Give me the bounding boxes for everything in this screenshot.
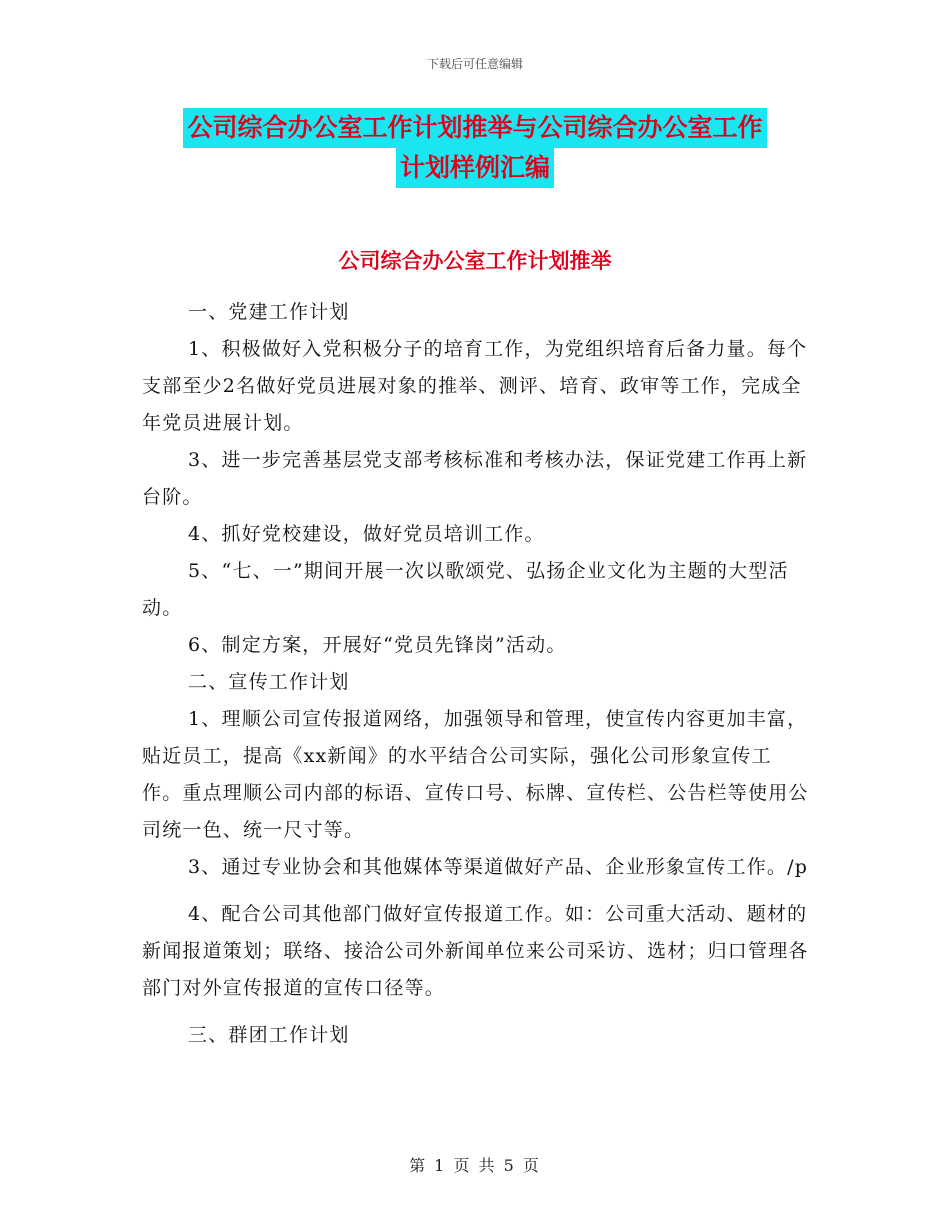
paragraph-publicity-item-1: 1、理顺公司宣传报道网络，加强领导和管理，使宣传内容更加丰富，贴近员工，提高《xx新闻》的水平结合公司实际，强化公司形象宣传工作。重点理顺公司内部的标语、宣传口号、标牌、宣传栏、公告栏等使用公司统一色、统一尺寸等。 [142,708,809,841]
paragraph-group-heading: 三、群团工作计划 [188,1024,350,1046]
header-note: 下载后可任意编辑 [426,57,523,71]
document-body [142,294,810,1054]
paragraph-publicity-item-3: 3、通过专业协会和其他媒体等渠道做好产品、企业形象宣传工作。/p [188,856,809,878]
title-line-2: 计划样例汇编 [396,148,554,188]
paragraph-party-item-5: 5、“七、一”期间开展一次以歌颂党、弘扬企业文化为主题的大型活动。 [142,560,789,619]
paragraph-party-item-3: 3、进一步完善基层党支部考核标准和考核办法，保证党建工作再上新台阶。 [142,449,808,508]
section-title: 公司综合办公室工作计划推举 [338,249,612,273]
page-indicator: 第 1 页 共 5 页 [409,1156,541,1175]
title-line-1: 公司综合办公室工作计划推举与公司综合办公室工作 [183,108,766,148]
paragraph-publicity-item-4: 4、配合公司其他部门做好宣传报道工作。如：公司重大活动、题材的新闻报道策划；联络、接洽公司外新闻单位来公司采访、选材；归口管理各部门对外宣传报道的宣传口径等。 [142,903,809,999]
paragraph-party-heading: 一、党建工作计划 [188,301,350,323]
document-title [140,108,810,188]
paragraph-party-item-6: 6、制定方案，开展好“党员先锋岗”活动。 [188,634,567,656]
paragraph-party-item-4: 4、抓好党校建设，做好党员培训工作。 [188,523,545,545]
paragraph-party-item-1: 1、积极做好入党积极分子的培育工作，为党组织培育后备力量。每个支部至少2名做好党员进展对象的推举、测评、培育、政审等工作，完成全年党员进展计划。 [142,338,808,434]
paragraph-publicity-heading: 二、宣传工作计划 [188,671,350,693]
